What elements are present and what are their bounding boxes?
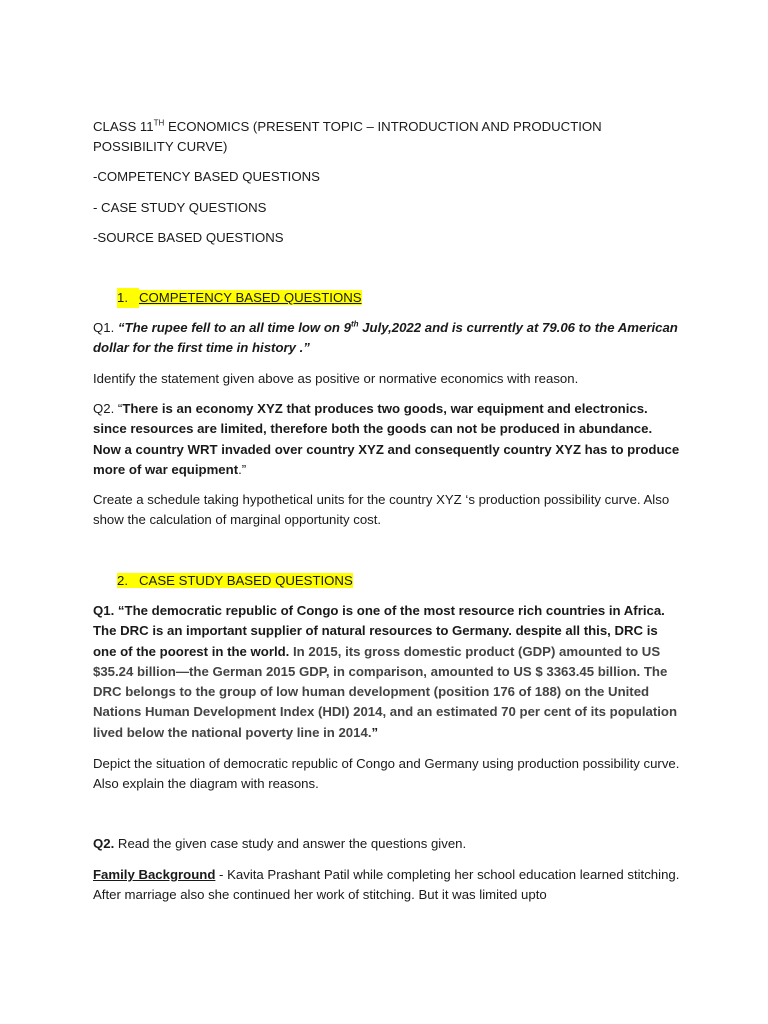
case-study-question-1-instruction: Depict the situation of democratic republic of Congo and Germany using production possibility curve. Also explain the diagram with reasons. [93,756,680,792]
title-superscript: TH [153,118,165,128]
quote-end: .” [238,461,247,477]
question-label: Q1. [93,603,115,618]
section-title: COMPETENCY BASED QUESTIONS [139,290,362,305]
section-heading-case-study [117,571,353,591]
case-study-question-2 [93,834,683,854]
section-number: 1. [117,288,139,308]
quote-superscript: th [350,319,359,329]
question-label: Q2. “ [93,401,123,416]
subheading: Family Background [93,867,216,882]
question-2 [93,399,683,480]
header-item-source: -SOURCE BASED QUESTIONS [93,230,284,245]
document-title [93,117,683,158]
section-heading-competency [117,288,362,308]
question-quote-data: In 2015, its gross domestic product (GDP) amounted to US $35.24 billion—the German 2015 GDP, in comparison, amounted to US $ 3363.45 billion. The DRC belongs to the group of low human development (position 176 of 188) on the United Nations Human Development Index (HDI) 2014, and an estimated 70 per cent of its population lived below the national poverty line in 2014. [93,643,678,740]
question-quote-rest: July,2022 and is currently at 79.06 to the American dollar for the first time in history .” [93,320,678,356]
header-item-case-study: - CASE STUDY QUESTIONS [93,200,267,215]
case-study-question-1 [93,601,683,743]
paragraph-text: - Kavita Prashant Patil while completing her school education learned stitching. After marriage also she continued her work of stitching. But it was limited upto [93,867,680,903]
question-1-instruction: Identify the statement given above as positive or normative economics with reason. [93,371,579,386]
family-background-paragraph [93,865,683,906]
title-text-rest: ECONOMICS (PRESENT TOPIC – INTRODUCTION AND PRODUCTION POSSIBILITY CURVE) [93,119,602,155]
question-2-instruction: Create a schedule taking hypothetical units for the country XYZ ‘s production possibility curve. Also show the calculation of marginal opportunity cost. [93,492,670,528]
question-text: Read the given case study and answer the questions given. [114,836,467,851]
title-text: CLASS 11 [93,119,154,134]
question-quote: “The democratic republic of Congo is one of the most resource rich countries in Africa. The DRC is an important supplier of natural resources to Germany. despite all this, DRC is one of the poorest in the world. [93,603,665,659]
question-1 [93,318,683,359]
question-quote: “The rupee fell to an all time low on 9 [117,320,351,335]
header-item-competency: -COMPETENCY BASED QUESTIONS [93,169,320,184]
quote-end: ” [371,724,379,740]
section-number: 2. [117,573,128,588]
question-label: Q2. [93,836,115,851]
question-label: Q1. [93,320,118,335]
question-quote: There is an economy XYZ that produces two goods, war equipment and electronics. since resources are limited, therefore both the goods can not be produced in abundance. Now a country WRT invaded over country XYZ and consequently country XYZ has to produce more of war equipment [93,401,680,477]
section-title: CASE STUDY BASED QUESTIONS [139,573,353,588]
